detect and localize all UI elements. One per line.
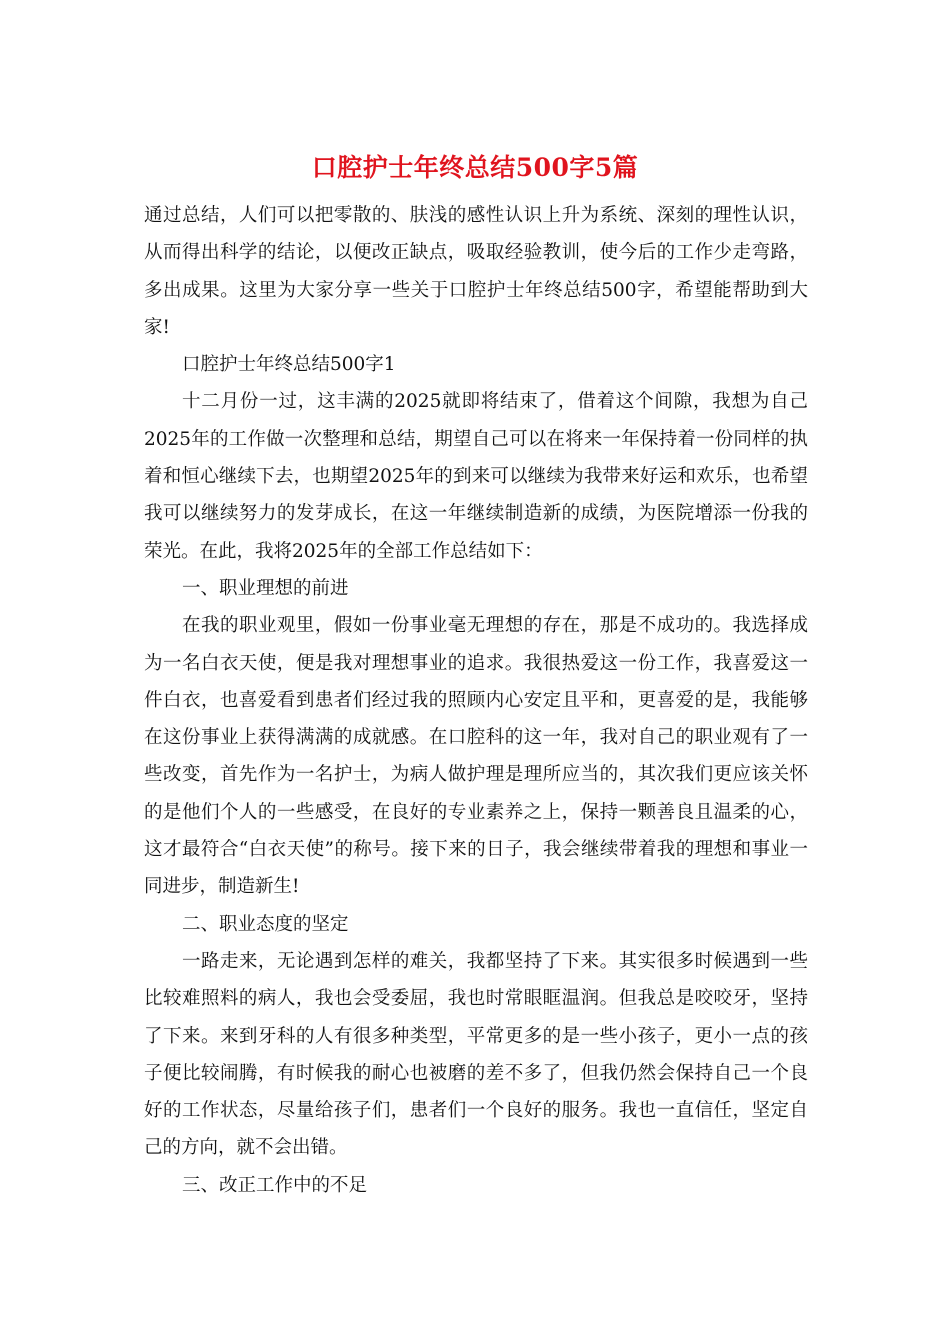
subheading-career-attitude: 二、职业态度的坚定 [182, 913, 349, 935]
paragraph-career-ideal: 在我的职业观里，假如一份事业毫无理想的存在，那是不成功的。我选择成为一名白衣天使，便是我对理想事业的追求。我很热爱这一份工作，我喜爱这一件白衣，也喜爱看到患者们经过我的照顾内心安定且平和，更喜爱的是，我能够在这份事业上获得满满的成就感。在口腔科的这一年，我对自己的职业观有了一些改变，首先作为一名护士，为病人做护理是理所应当的，其次我们更应该关怀的是他们个人的一些感受，在良好的专业素养之上，保持一颗善良且温柔的心，这才最符合“白衣天使”的称号。接下来的日子，我会继续带着我的理想和事业一同进步，制造新生! [144, 615, 808, 898]
subheading-career-ideal: 一、职业理想的前进 [182, 577, 349, 599]
subheading-improvements: 三、改正工作中的不足 [182, 1174, 368, 1196]
intro-paragraph: 通过总结，人们可以把零散的、肤浅的感性认识上升为系统、深刻的理性认识，从而得出科学的结论，以便改正缺点，吸取经验教训，使今后的工作少走弯路，多出成果。这里为大家分享一些关于口腔护士年终总结500字，希望能帮助到大家! [144, 205, 808, 338]
document-body [144, 197, 808, 1204]
paragraph-career-attitude: 一路走来，无论遇到怎样的难关，我都坚持了下来。其实很多时候遇到一些比较难照料的病人，我也会受委屈，我也时常眼眶温润。但我总是咬咬牙，坚持了下来。来到牙科的人有很多种类型，平常更多的是一些小孩子，更小一点的孩子便比较闹腾，有时候我的耐心也被磨的差不多了，但我仍然会保持自己一个良好的工作状态，尽量给孩子们，患者们一个良好的服务。我也一直信任，坚定自己的方向，就不会出错。 [144, 950, 808, 1159]
section-title: 口腔护士年终总结500字1 [182, 354, 396, 376]
document-title: 口腔护士年终总结500字5篇 [311, 153, 639, 182]
section-paragraph: 十二月份一过，这丰满的2025就即将结束了，借着这个间隙，我想为自己2025年的工作做一次整理和总结，期望自己可以在将来一年保持着一份同样的执着和恒心继续下去，也期望2025年的到来可以继续为我带来好运和欢乐，也希望我可以继续努力的发芽成长，在这一年继续制造新的成绩，为医院增添一份我的荣光。在此，我将2025年的全部工作总结如下： [144, 391, 808, 562]
